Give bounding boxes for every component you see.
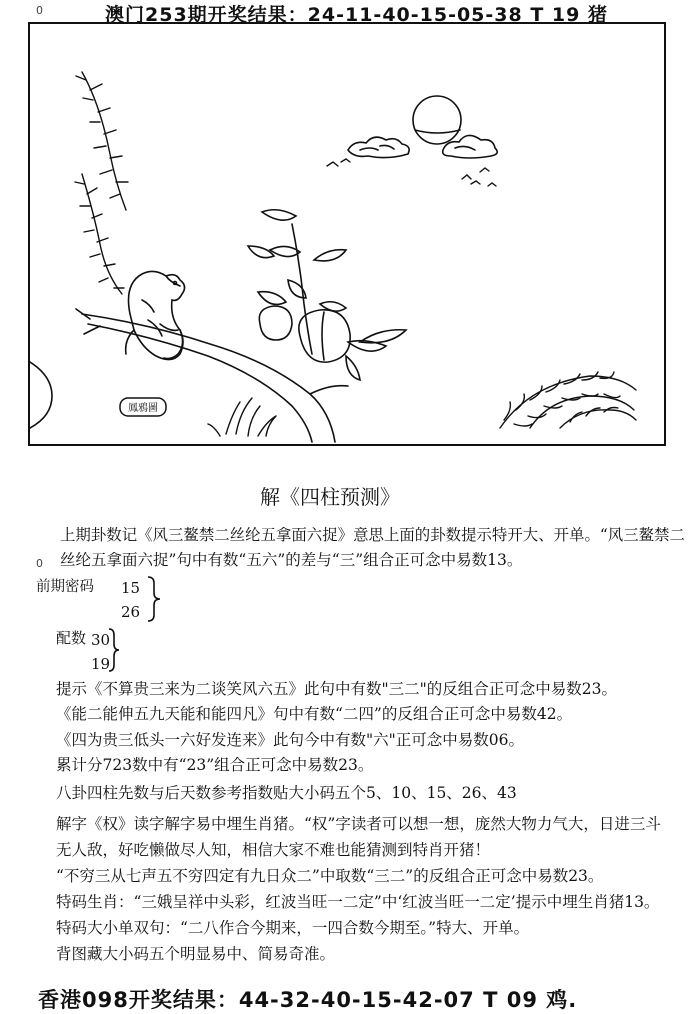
rice-stalks-drawing (500, 372, 636, 428)
peaches-drawing (259, 306, 406, 380)
hint-line: 《能二能伸五九天能和能四凡》句中有数“二四”的反组合正可念中易数42。 (56, 705, 573, 723)
illustration-frame (28, 22, 666, 446)
hint-line: 提示《不算贵三来为二谈笑风六五》此句中有数"三二"的反组合正可念中易数23。 (56, 680, 617, 698)
grass-drawing (208, 398, 276, 436)
hint-line: 特码生肖：“三娥呈祥中头彩，红波当旺一二定”中‘红波当旺一二定’提示中埋生肖猪13。 (56, 893, 660, 911)
hint-line: 《四为贵三低头一六好发连来》此句今中有数"六"正可念中易数06。 (56, 731, 524, 749)
section-title: 解《四柱预测》 (260, 485, 400, 509)
seal-stamp (120, 398, 166, 416)
hint-line: 特码大小单双句：“二八作合今期来，一四合数今期至。”特大、开单。 (56, 919, 530, 937)
macau-result-banner: 澳门253期开奖结果：24-11-40-15-05-38 T 19 猪 (105, 4, 608, 26)
page-mark-top: 0 (36, 4, 43, 17)
hint-line: “不穷三从七声五不穷四定有九日众二”中取数“三二”的反组合正可念中易数23。 (56, 867, 604, 885)
prev-code-value: 15 (121, 579, 141, 597)
moon-drawing (413, 96, 461, 144)
hint-line: 累计分723数中有“23”组合正可念中易数23。 (56, 756, 374, 774)
prev-code-value: 26 (121, 603, 141, 621)
hint-line: 背图藏大小码五个明显易中、简易奇准。 (56, 945, 336, 963)
hongkong-result-banner: 香港098开奖结果：44-32-40-15-42-07 T 09 鸡. (38, 988, 578, 1012)
intro-line-2: 丝纶五拿面六捉”句中有数“五六”的差与“三”组合正可念中易数13。 (60, 551, 523, 569)
birds-drawing (327, 159, 496, 186)
prev-codes-label: 前期密码 (36, 579, 94, 595)
page-mark-middle: 0 (36, 557, 43, 570)
willow-branch-drawing (75, 72, 128, 294)
right-brace-icon (106, 627, 122, 673)
seal-text: 鳳鴉圖 (128, 403, 158, 414)
pair-value: 30 (91, 631, 111, 649)
pair-value: 19 (91, 655, 111, 673)
hint-line: 无人敌，好吃懒做尽人知，相信大家不难也能猜测到特肖开猪！ (56, 841, 491, 859)
pairs-label: 配数 (56, 629, 87, 647)
hint-line: 解字《权》读字解字易中埋生肖猪。“权”字读者可以想一想，庞然大物力气大，日进三斗 (56, 815, 661, 833)
ink-drawing (30, 24, 664, 444)
hint-line: 八卦四柱先数与后天数参考指数贴大小码五个5、10、15、26、43 (56, 784, 517, 802)
partial-circle-drawing (30, 362, 52, 428)
intro-line-1: 上期卦数记《风三鳌禁二丝纶五拿面六捉》意思上面的卦数提示特开大、开单。“风三鳌禁二 (60, 526, 685, 544)
right-brace-icon (145, 575, 163, 623)
